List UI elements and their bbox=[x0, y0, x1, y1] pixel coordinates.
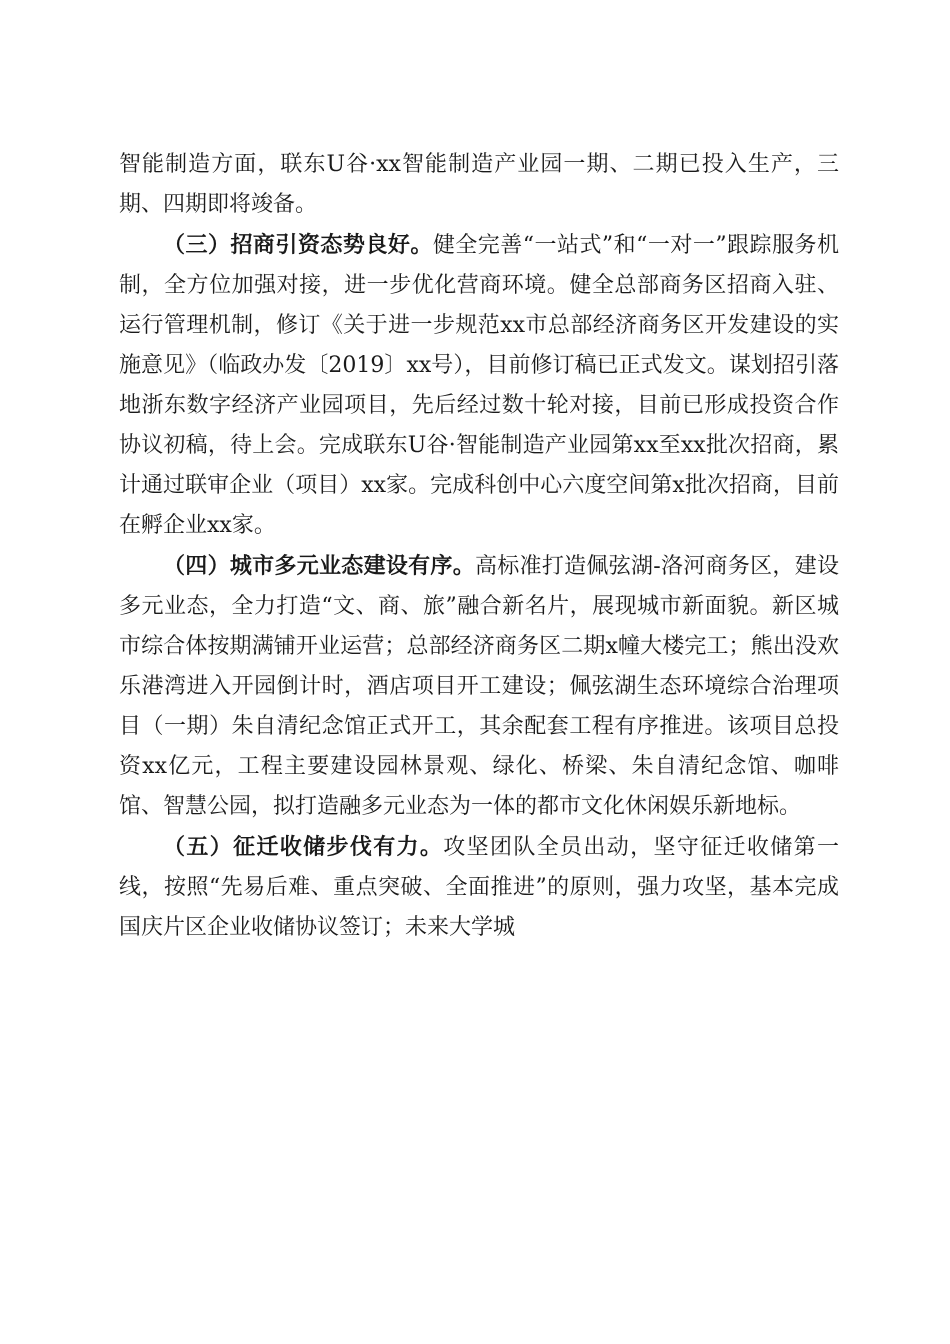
paragraph-urban-business bbox=[119, 546, 839, 827]
section-heading-3: （三）招商引资态势良好。 bbox=[163, 232, 433, 258]
paragraph-text: 高标准打造佩弦湖-洛河商务区，建设多元业态，全力打造“文、商、旅”融合新名片，展现城市新面貌。新区城市综合体按期满铺开业运营；总部经济商务区二期x幢大楼完工；熊出没欢乐港湾进入开园倒计时，酒店项目开工建设；佩弦湖生态环境综合治理项目（一期）朱自清纪念馆正式开工，其余配套工程有序推进。该项目总投资xx亿元，工程主要建设园林景观、绿化、桥梁、朱自清纪念馆、咖啡馆、智慧公园，拟打造融多元业态为一体的都市文化休闲娱乐新地标。 bbox=[119, 554, 839, 819]
paragraph-land-acquisition bbox=[119, 827, 839, 948]
section-heading-5: （五）征迁收储步伐有力。 bbox=[163, 834, 444, 860]
paragraph-investment-attraction bbox=[119, 225, 839, 546]
section-heading-4: （四）城市多元业态建设有序。 bbox=[163, 553, 475, 579]
paragraph-continuation bbox=[119, 145, 839, 225]
document-page bbox=[119, 145, 839, 948]
paragraph-text: 智能制造方面，联东U谷·xx智能制造产业园一期、二期已投入生产，三期、四期即将竣备。 bbox=[119, 152, 839, 217]
paragraph-text: 攻坚团队全员出动，坚守征迁收储第一线，按照“先易后难、重点突破、全面推进”的原则，强力攻坚，基本完成国庆片区企业收储协议签订；未来大学城 bbox=[119, 835, 839, 940]
paragraph-text: 健全完善“一站式”和“一对一”跟踪服务机制，全方位加强对接，进一步优化营商环境。健全总部商务区招商入驻、运行管理机制，修订《关于进一步规范xx市总部经济商务区开发建设的实施意见》（临政办发〔2019〕xx号），目前修订稿已正式发文。谋划招引落地浙东数字经济产业园项目，先后经过数十轮对接，目前已形成投资合作协议初稿，待上会。完成联东U谷·智能制造产业园第xx至xx批次招商，累计通过联审企业（项目）xx家。完成科创中心六度空间第x批次招商，目前在孵企业xx家。 bbox=[119, 233, 839, 538]
